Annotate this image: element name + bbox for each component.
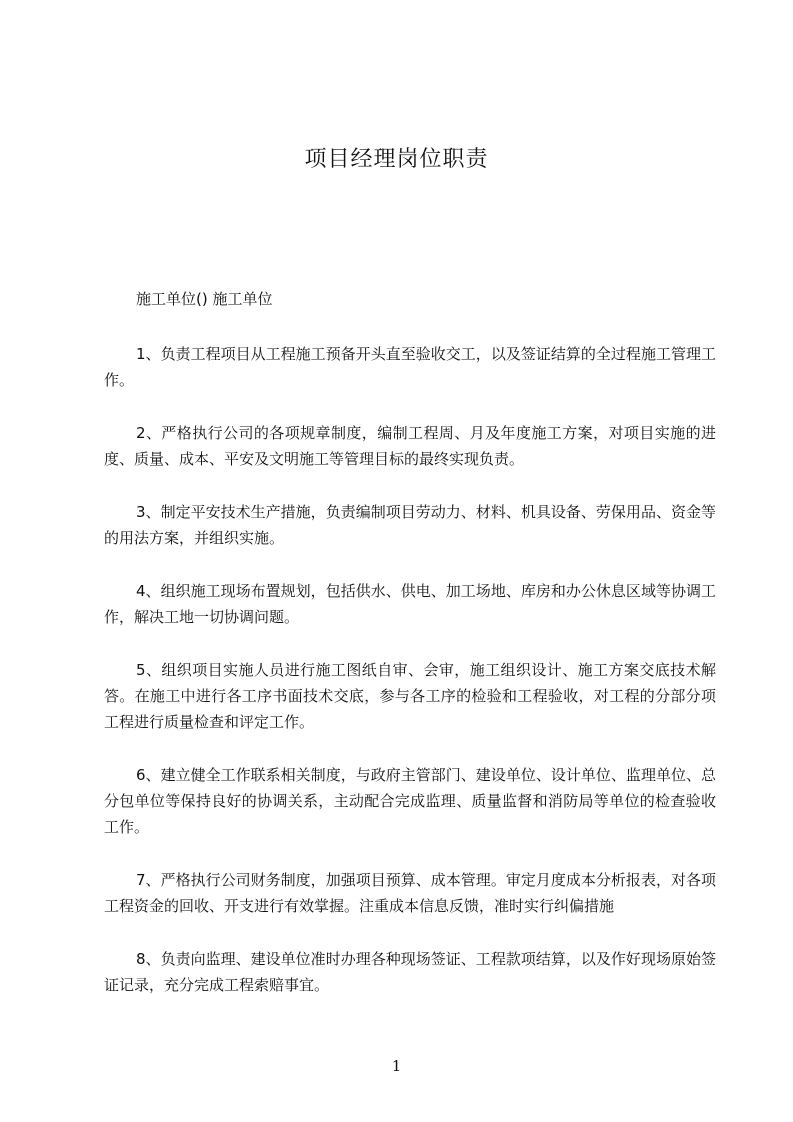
duty-paragraph-2: 2、严格执行公司的各项规章制度，编制工程周、月及年度施工方案，对项目实施的进度、质量、成本、平安及文明施工等管理目标的最终实现负责。 — [104, 424, 716, 468]
duty-paragraph-3: 3、制定平安技术生产措施，负责编制项目劳动力、材料、机具设备、劳保用品、资金等的用法方案，并组织实施。 — [104, 503, 716, 547]
duty-paragraph-7: 7、严格执行公司财务制度，加强项目预算、成本管理。审定月度成本分析报表，对各项工程资金的回收、开支进行有效掌握。注重成本信息反馈，准时实行纠偏措施 — [104, 871, 716, 915]
duty-paragraph-8: 8、负责向监理、建设单位准时办理各种现场签证、工程款项结算，以及作好现场原始签证记录，充分完成工程索赔事宜。 — [104, 950, 716, 994]
duty-paragraph-4: 4、组织施工现场布置规划，包括供水、供电、加工场地、库房和办公休息区域等协调工作，解决工地一切协调问题。 — [104, 582, 716, 626]
page-number: 1 — [391, 1057, 402, 1075]
document-body — [104, 290, 716, 1025]
duty-paragraph-1: 1、负责工程项目从工程施工预备开头直至验收交工，以及签证结算的全过程施工管理工作。 — [104, 345, 716, 389]
construction-unit-line: 施工单位() 施工单位 — [136, 290, 273, 308]
duty-paragraph-5: 5、组织项目实施人员进行施工图纸自审、会审，施工组织设计、施工方案交底技术解答。在施工中进行各工序书面技术交底，参与各工序的检验和工程验收，对工程的分部分项工程进行质量检查和评定工作。 — [104, 661, 716, 731]
duty-paragraph-6: 6、建立健全工作联系相关制度，与政府主管部门、建设单位、设计单位、监理单位、总分包单位等保持良好的协调关系，主动配合完成监理、质量监督和消防局等单位的检查验收工作。 — [104, 766, 716, 836]
page-title: 项目经理岗位职责 — [304, 147, 489, 172]
